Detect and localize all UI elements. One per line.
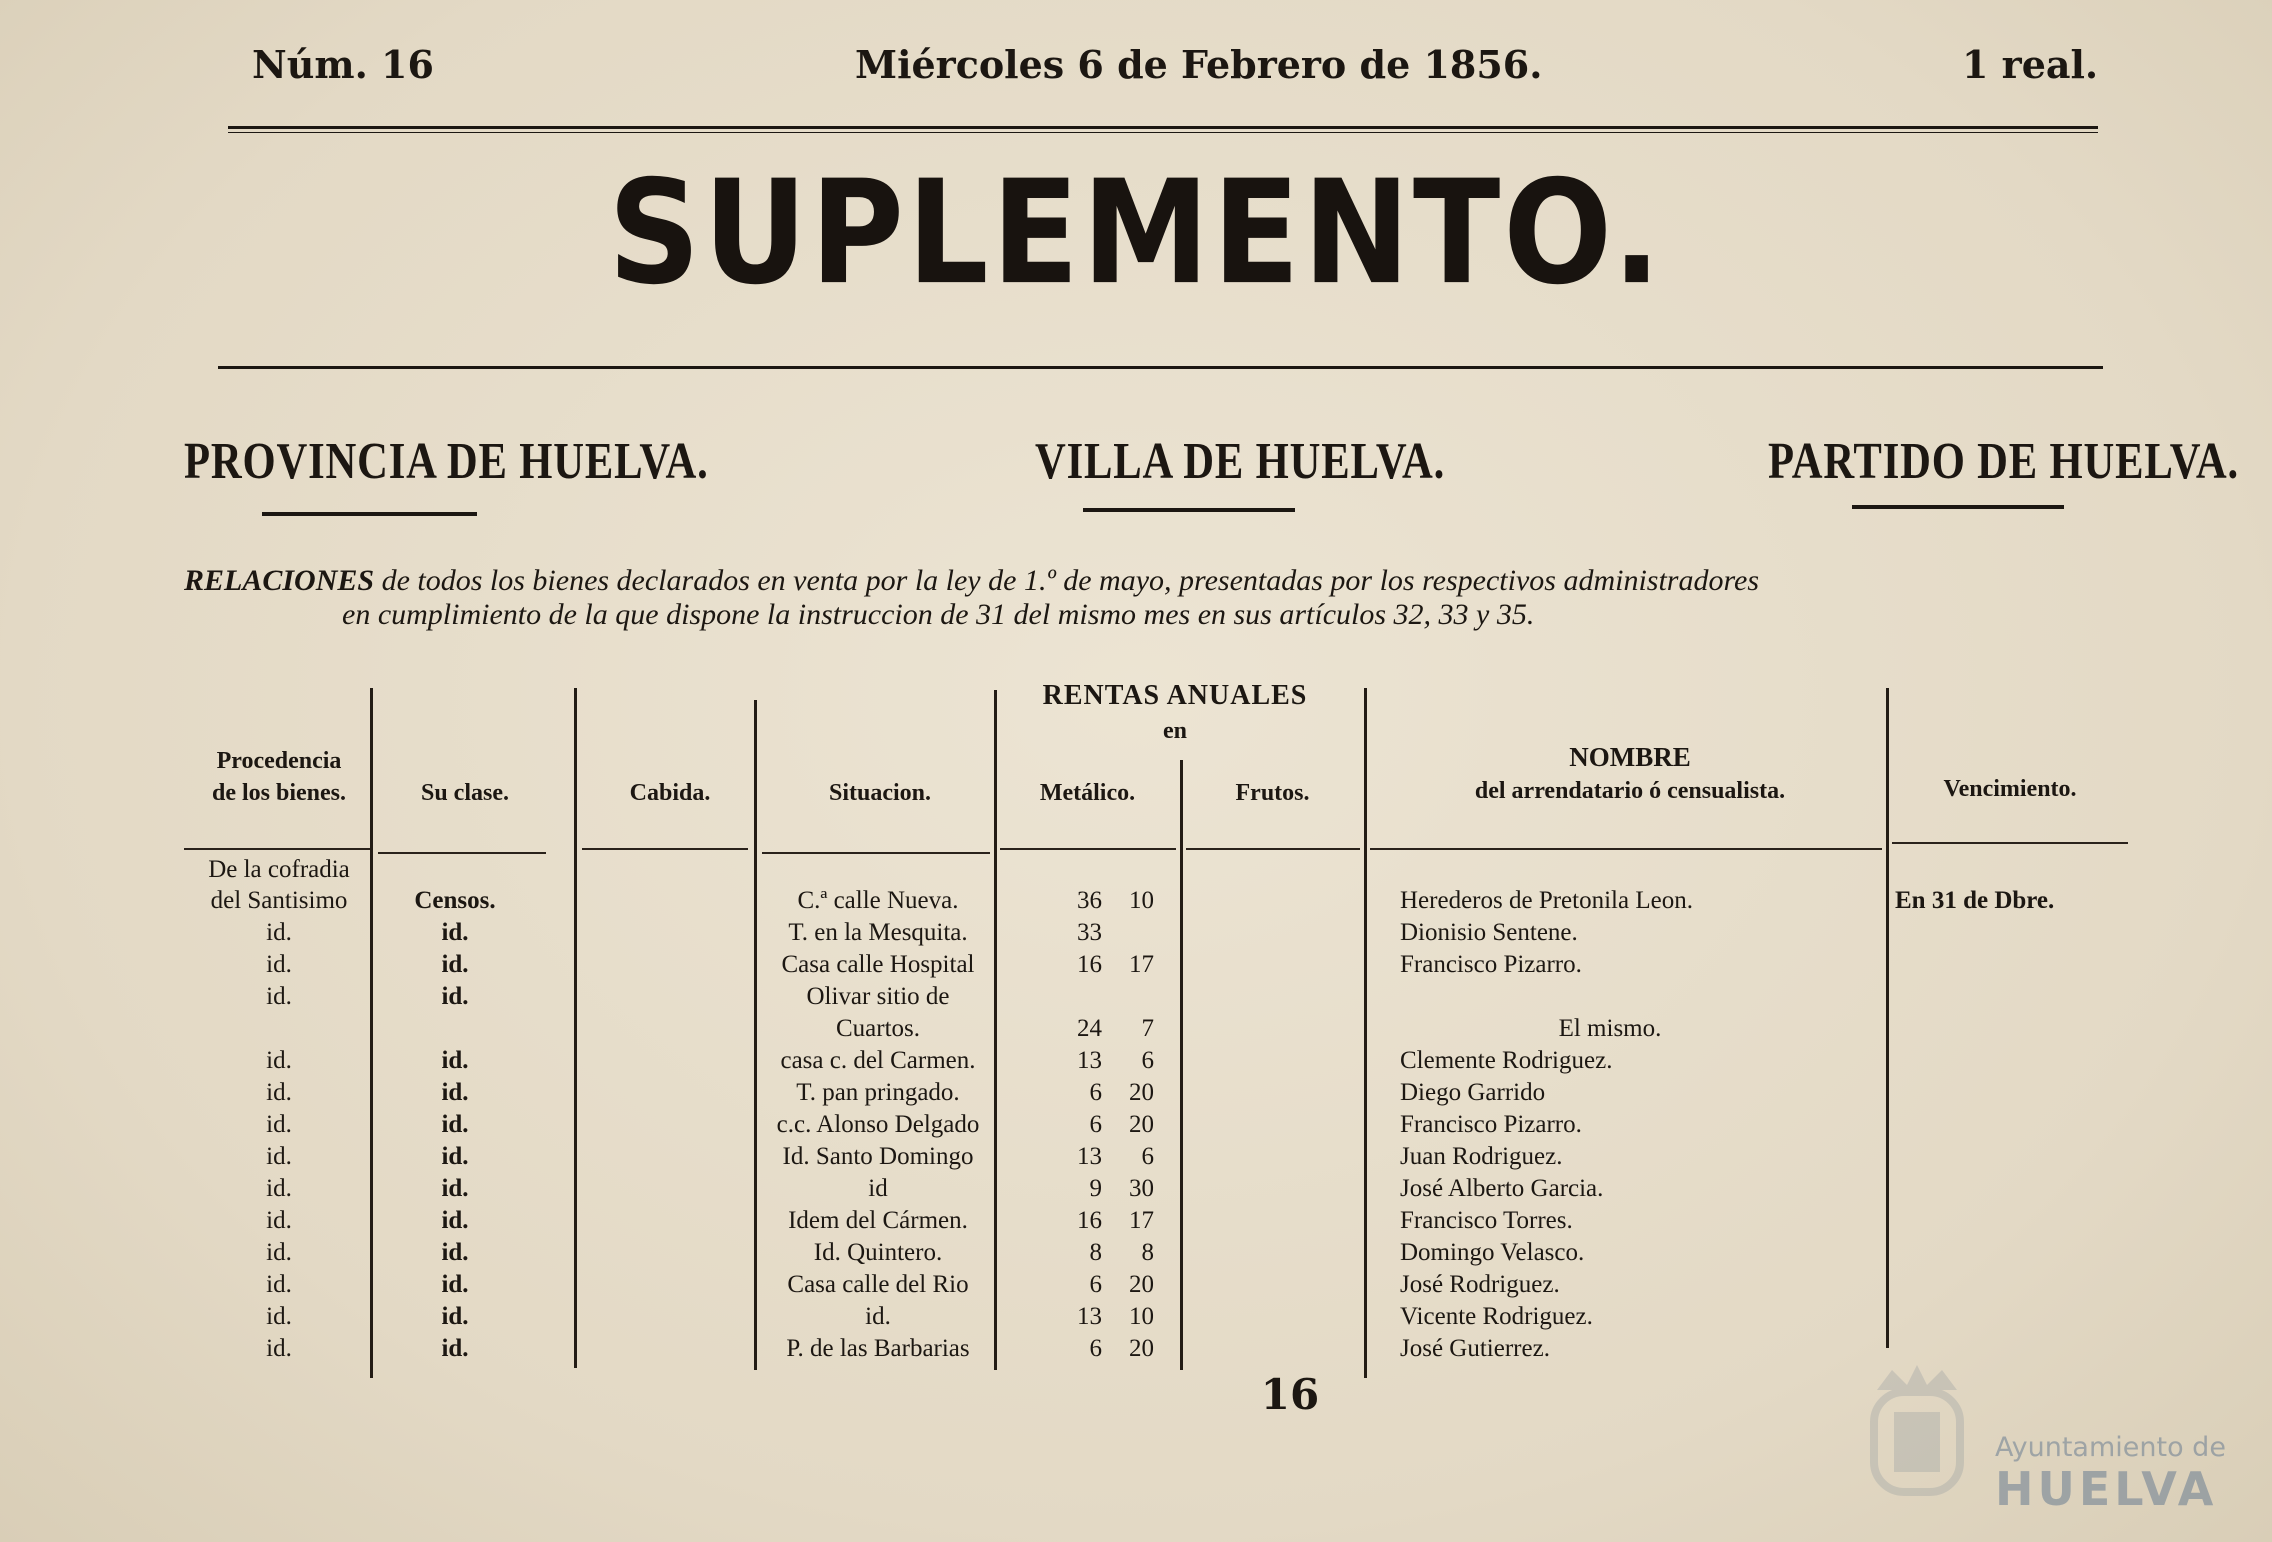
table-row (0, 949, 2272, 981)
intro-line-1 (184, 564, 1759, 598)
cell-clase: Censos. (414, 887, 496, 914)
intro-text-1: de todos los bienes declarados en venta por la ley de 1.º de mayo, presentadas por los respectivos administradores (381, 564, 1760, 597)
cell-sueldos: 6 (1141, 1047, 1154, 1074)
cell-situacion: id. (865, 1303, 891, 1330)
cell-sueldos: 30 (1129, 1175, 1154, 1202)
page-title: SUPLEMENTO. (608, 150, 1664, 317)
intro-lead: RELACIONES (184, 564, 375, 597)
partido-underline (1852, 505, 2064, 509)
table-row (0, 1077, 2272, 1109)
cell-situacion: Olivar sitio de (806, 983, 950, 1010)
cell-sueldos: 20 (1129, 1079, 1154, 1106)
cell-situacion: P. de las Barbarias (786, 1335, 970, 1362)
cell-clase: id. (441, 1207, 469, 1234)
cell-clase: id. (441, 1271, 469, 1298)
cell-reales: 6 (1089, 1111, 1102, 1138)
cell-sueldos: 10 (1129, 1303, 1154, 1330)
cell-clase: id. (441, 1175, 469, 1202)
partido-heading: PARTIDO DE HUELVA. (1768, 433, 2239, 490)
cell-procedencia: id. (266, 1207, 292, 1234)
header-underline-5 (1000, 848, 1176, 850)
cell-clase: id. (441, 1303, 469, 1330)
issue-number: Núm. 16 (252, 42, 434, 87)
header-underline-7 (1370, 848, 1882, 850)
cell-nombre: Vicente Rodriguez. (1400, 1303, 1593, 1330)
cell-reales: 6 (1089, 1079, 1102, 1106)
cell-nombre: Dionisio Sentene. (1400, 919, 1578, 946)
cell-procedencia: id. (266, 1303, 292, 1330)
cell-clase: id. (441, 1143, 469, 1170)
table-row (0, 1013, 2272, 1045)
provincia-heading: PROVINCIA DE HUELVA. (184, 433, 709, 490)
header-underline-1 (184, 848, 370, 850)
intro-line-2: en cumplimiento de la que dispone la instruccion de 31 del mismo mes en sus artículos 32, 33 y 35. (342, 598, 1535, 631)
cell-reales: 16 (1077, 1207, 1102, 1234)
cell-situacion: Casa calle del Rio (787, 1271, 969, 1298)
issue-date: Miércoles 6 de Febrero de 1856. (855, 42, 1543, 87)
header-metalico: Metálico. (1039, 780, 1136, 806)
header-situacion: Situacion. (828, 780, 932, 806)
issue-price: 1 real. (1962, 42, 2099, 87)
cell-nombre: Francisco Torres. (1400, 1207, 1573, 1234)
cell-situacion: Casa calle Hospital (781, 951, 975, 978)
header-underline-6 (1186, 848, 1360, 850)
cell-situacion: Id. Quintero. (813, 1239, 943, 1266)
cell-clase: id. (441, 1335, 469, 1362)
header-underline-8 (1892, 842, 2128, 844)
header-rentas-en: en (1163, 718, 1187, 744)
cell-procedencia: id. (266, 1079, 292, 1106)
cell-reales: 16 (1077, 951, 1102, 978)
cell-nombre: Herederos de Pretonila Leon. (1400, 887, 1693, 914)
cell-sueldos: 6 (1141, 1143, 1154, 1170)
cell-sueldos: 7 (1141, 1015, 1154, 1042)
cell-procedencia: De la cofradia (208, 856, 350, 883)
masthead-rule (228, 126, 2098, 129)
header-clase: Su clase. (420, 780, 509, 806)
cell-procedencia: id. (266, 919, 292, 946)
cell-procedencia: id. (266, 1239, 292, 1266)
cell-nombre: José Rodriguez. (1400, 1271, 1560, 1298)
cell-clase: id. (441, 919, 469, 946)
cell-procedencia: id. (266, 1047, 292, 1074)
table-row (0, 1301, 2272, 1333)
watermark-line-2: HUELVA (1995, 1462, 2218, 1516)
table-row (0, 1045, 2272, 1077)
provincia-underline (262, 512, 477, 516)
cell-reales: 9 (1089, 1175, 1102, 1202)
cell-reales: 33 (1077, 919, 1102, 946)
cell-reales: 24 (1077, 1015, 1102, 1042)
header-procedencia-2: de los bienes. (211, 780, 346, 806)
masthead-rule-thin (228, 132, 2098, 133)
cell-reales: 8 (1089, 1239, 1102, 1266)
cell-clase: id. (441, 1111, 469, 1138)
cell-reales: 13 (1077, 1143, 1102, 1170)
cell-procedencia: id. (266, 1271, 292, 1298)
title-rule (218, 366, 2103, 369)
cell-nombre: Juan Rodriguez. (1400, 1143, 1563, 1170)
cell-sueldos: 8 (1141, 1239, 1154, 1266)
cell-procedencia: id. (266, 951, 292, 978)
cell-sueldos: 17 (1129, 951, 1154, 978)
cell-sueldos: 10 (1129, 887, 1154, 914)
cell-nombre: Francisco Pizarro. (1400, 951, 1582, 978)
table-row (0, 1237, 2272, 1269)
cell-nombre: Clemente Rodriguez. (1400, 1047, 1613, 1074)
table-row (0, 1109, 2272, 1141)
cell-situacion: Idem del Cármen. (788, 1207, 968, 1234)
table-row (0, 1269, 2272, 1301)
cell-procedencia: id. (266, 983, 292, 1010)
table-row (0, 854, 2272, 886)
cell-nombre: Diego Garrido (1400, 1079, 1546, 1106)
table-row (0, 885, 2272, 917)
header-underline-3 (582, 848, 748, 850)
cell-procedencia: del Santisimo (210, 887, 348, 914)
cell-reales: 13 (1077, 1303, 1102, 1330)
table-row (0, 1141, 2272, 1173)
villa-heading: VILLA DE HUELVA. (1035, 433, 1446, 490)
cell-procedencia: id. (266, 1335, 292, 1362)
cell-sueldos: 20 (1129, 1111, 1154, 1138)
cell-clase: id. (441, 1079, 469, 1106)
table-row (0, 917, 2272, 949)
cell-nombre: José Gutierrez. (1400, 1335, 1550, 1362)
table-row (0, 1173, 2272, 1205)
cell-nombre: Francisco Pizarro. (1400, 1111, 1582, 1138)
cell-procedencia: id. (266, 1143, 292, 1170)
header-nombre: NOMBRE (1569, 742, 1691, 772)
cell-situacion: c.c. Alonso Delgado (776, 1111, 980, 1138)
cell-clase: id. (441, 983, 469, 1010)
cell-clase: id. (441, 951, 469, 978)
cell-situacion: Id. Santo Domingo (782, 1143, 974, 1170)
header-rentas: RENTAS ANUALES (1042, 680, 1308, 711)
cell-procedencia: id. (266, 1111, 292, 1138)
cell-procedencia: id. (266, 1175, 292, 1202)
header-procedencia-1: Procedencia (216, 748, 342, 774)
table-row (0, 981, 2272, 1013)
page-number: 16 (1260, 1370, 1320, 1419)
villa-underline (1083, 508, 1295, 512)
cell-reales: 6 (1089, 1271, 1102, 1298)
cell-nombre: El mismo. (1558, 1015, 1662, 1042)
header-frutos: Frutos. (1235, 780, 1310, 806)
header-nombre-sub: del arrendatario ó censualista. (1474, 778, 1786, 804)
cell-nombre: Domingo Velasco. (1400, 1239, 1585, 1266)
cell-situacion: Cuartos. (835, 1015, 921, 1042)
cell-sueldos: 20 (1129, 1335, 1154, 1362)
header-cabida: Cabida. (629, 780, 711, 806)
cell-clase: id. (441, 1047, 469, 1074)
cell-vencimiento: En 31 de Dbre. (1895, 887, 2055, 914)
cell-reales: 6 (1089, 1335, 1102, 1362)
cell-situacion: id (868, 1175, 888, 1202)
cell-situacion: C.ª calle Nueva. (797, 887, 959, 914)
municipal-seal-icon (1862, 1350, 1972, 1500)
cell-situacion: casa c. del Carmen. (780, 1047, 976, 1074)
watermark-line-1: Ayuntamiento de (1995, 1432, 2226, 1463)
header-vencimiento: Vencimiento. (1943, 776, 2077, 802)
cell-nombre: José Alberto Garcia. (1400, 1175, 1604, 1202)
cell-reales: 36 (1077, 887, 1102, 914)
cell-sueldos: 20 (1129, 1271, 1154, 1298)
cell-situacion: T. pan pringado. (796, 1079, 960, 1106)
table-row (0, 1205, 2272, 1237)
cell-clase: id. (441, 1239, 469, 1266)
cell-sueldos: 17 (1129, 1207, 1154, 1234)
cell-situacion: T. en la Mesquita. (788, 919, 968, 946)
cell-reales: 13 (1077, 1047, 1102, 1074)
